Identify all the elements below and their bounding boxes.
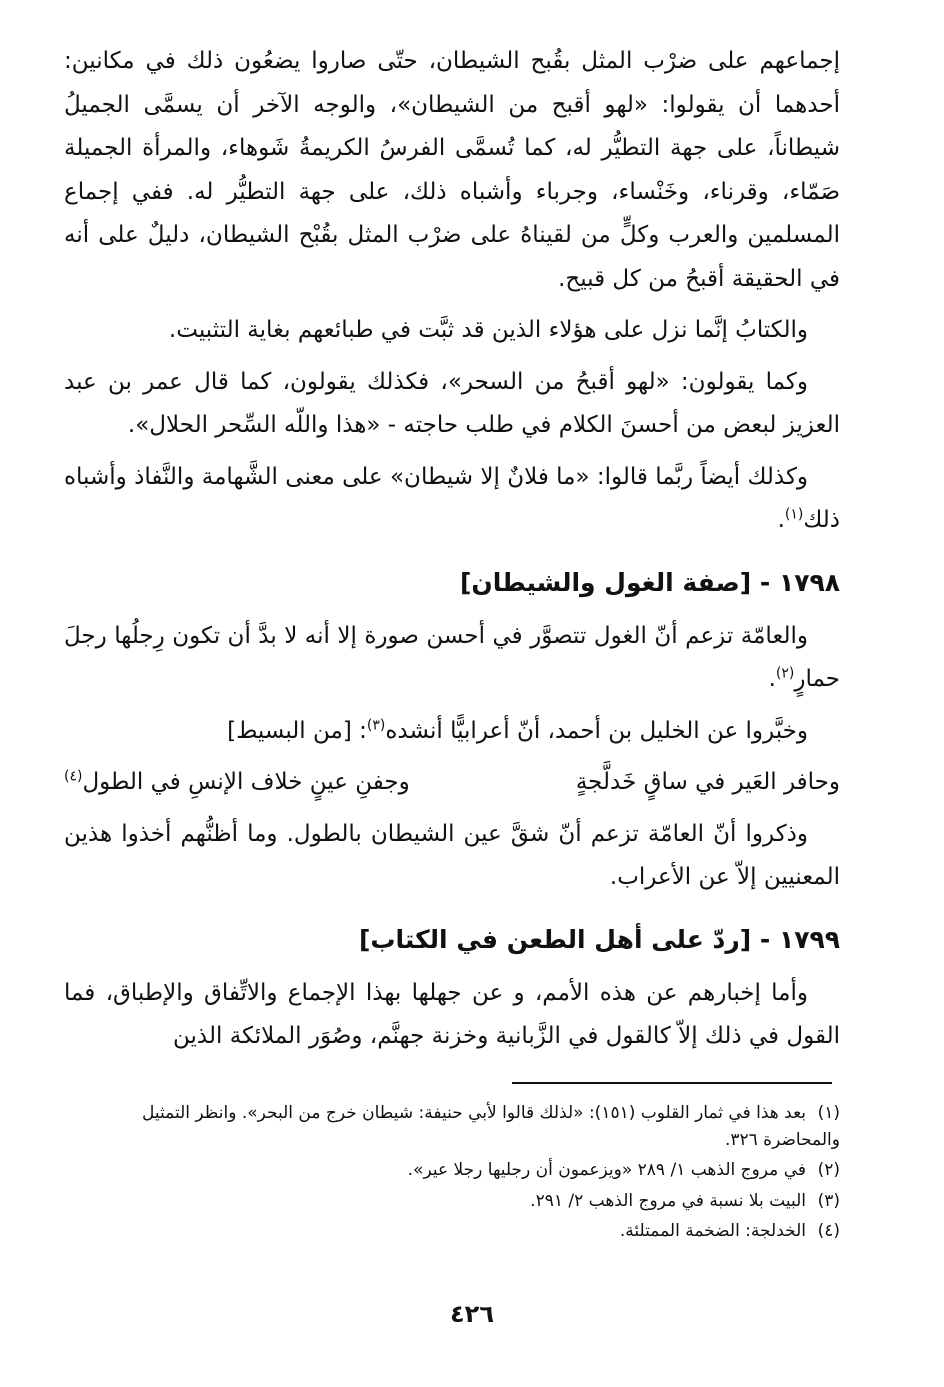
footnote — [64, 1218, 840, 1245]
footnote — [64, 1100, 840, 1153]
verse-hemistich-2 — [64, 761, 436, 805]
footnote-text: في مروج الذهب ١/ ٢٨٩ «ويزعمون أن رجليها رجلا عير». — [407, 1160, 806, 1180]
hemistich-text: وجفنِ عينٍ خلاف الإنسِ في الطول — [82, 769, 410, 795]
verse-hemistich-1: وحافر العَير في ساقٍ خَدلَّجةٍ — [575, 769, 840, 795]
paragraph: والكتابُ إنَّما نزل على هؤلاء الذين قد ثبَّت في طبائعهم بغاية التثبيت. — [168, 317, 808, 343]
page-number: ٤٢٦ — [450, 1300, 494, 1328]
main-text — [64, 40, 840, 1067]
footnote-text: بعد هذا في ثمار القلوب (١٥١): «لذلك قالوا لأبي حنيفة: شيطان خرج من البحر». وانظر التمثيل والمحاضرة ٣٢٦. — [142, 1103, 840, 1150]
footnote-ref: (١) — [784, 506, 804, 523]
footnote-number: (٢) — [817, 1160, 840, 1180]
footnote-number: (١) — [817, 1103, 840, 1123]
footnote-ref: (٣) — [366, 716, 386, 733]
paragraph-text: والعامّة تزعم أنّ الغول تتصوَّر في أحسن صورة إلا أنه لا بدَّ أن تكون رِجلُها رجلَ حمارٍ — [64, 622, 840, 692]
footnote — [64, 1188, 840, 1215]
paragraph: وأما إخبارهم عن هذه الأمم، و عن جهلها بهذا الإجماع والاتِّفاق والإطباق، فما القول في ذلك إلاّ كالقول في الزَّبانية وخزنة جهنَّم، وصُوَر الملائكة الذين — [64, 979, 840, 1049]
footnote-separator — [512, 1082, 832, 1084]
footnote-number: (٤) — [817, 1221, 840, 1241]
section-heading: ١٧٩٩ - [ردّ على أهل الطعن في الكتاب] — [358, 924, 840, 954]
paragraph: والعامّة تزعم أنّ الغول تتصوَّر في أحسن صورة إلا أنه لا بدَّ أن تكون رِجلُها رجلَ حمارٍ$^{(٢)}$. — [64, 622, 840, 692]
section-heading: ١٧٩٨ - [صفة الغول والشيطان] — [459, 567, 840, 597]
footnote-ref: (٤) — [64, 768, 83, 785]
footnote — [64, 1157, 840, 1184]
paragraph-text: وخبَّروا عن الخليل بن أحمد، أنّ أعرابيًّا أنشده — [385, 717, 808, 744]
paragraph-text: وكذلك أيضاً ربَّما قالوا: «ما فلانٌ إلا شيطان» على معنى الشَّهامة والنَّفاذ وأشباه ذلك — [64, 463, 840, 533]
poetry-verse — [64, 761, 840, 805]
footnote-text: الخدلجة: الضخمة الممتلئة. — [619, 1221, 806, 1241]
paragraph: وكذلك أيضاً ربَّما قالوا: «ما فلانٌ إلا شيطان» على معنى الشَّهامة والنَّفاذ وأشباه ذلك$^{(١)}$. — [64, 463, 840, 533]
footnote-text: البيت بلا نسبة في مروج الذهب ٢/ ٢٩١. — [530, 1190, 806, 1211]
paragraph — [64, 710, 840, 754]
paragraph: إجماعهم على ضرْب المثل بقُبح الشيطان، حتّى صاروا يضعُون ذلك في مكانين: أحدهما أن يقولوا: «لهو أقبح من الشيطان»، والوجه الآخر أن يسمَّى الجميلُ شيطاناً، على جهة التطيُّر له، كما تُسمَّى الفرسُ الكريمةُ شَوهاء، والمرأة الجميلة صَمّاء، وقرناء، وخَنْساء، وجرباء وأشباه ذلك، على جهة التطيُّر له. ففي إجماع المسلمين والعرب وكلٍّ من لقيناهُ على ضرْب المثل بقُبْح الشيطان، دليلٌ على أنه في الحقيقة أقبحُ من كل قبيح. — [64, 48, 840, 292]
footnote-number: (٣) — [817, 1190, 840, 1211]
meter-label: : [من البسيط] — [227, 717, 367, 744]
paragraph: وكما يقولون: «لهو أقبحُ من السحر»، فكذلك يقولون، كما قال عمر بن عبد العزيز لبعض من أحسنَ الكلام في طلب حاجته - «هذا واللّه السِّحر الحلال». — [64, 368, 840, 438]
paragraph: وذكروا أنّ العامّة تزعم أنّ شقَّ عين الشيطان بالطول. وما أظنُّهم أخذوا هذين المعنيين إلاّ عن الأعراب. — [64, 820, 840, 890]
footnotes — [64, 1100, 840, 1249]
footnote-ref: (٢) — [775, 665, 795, 682]
